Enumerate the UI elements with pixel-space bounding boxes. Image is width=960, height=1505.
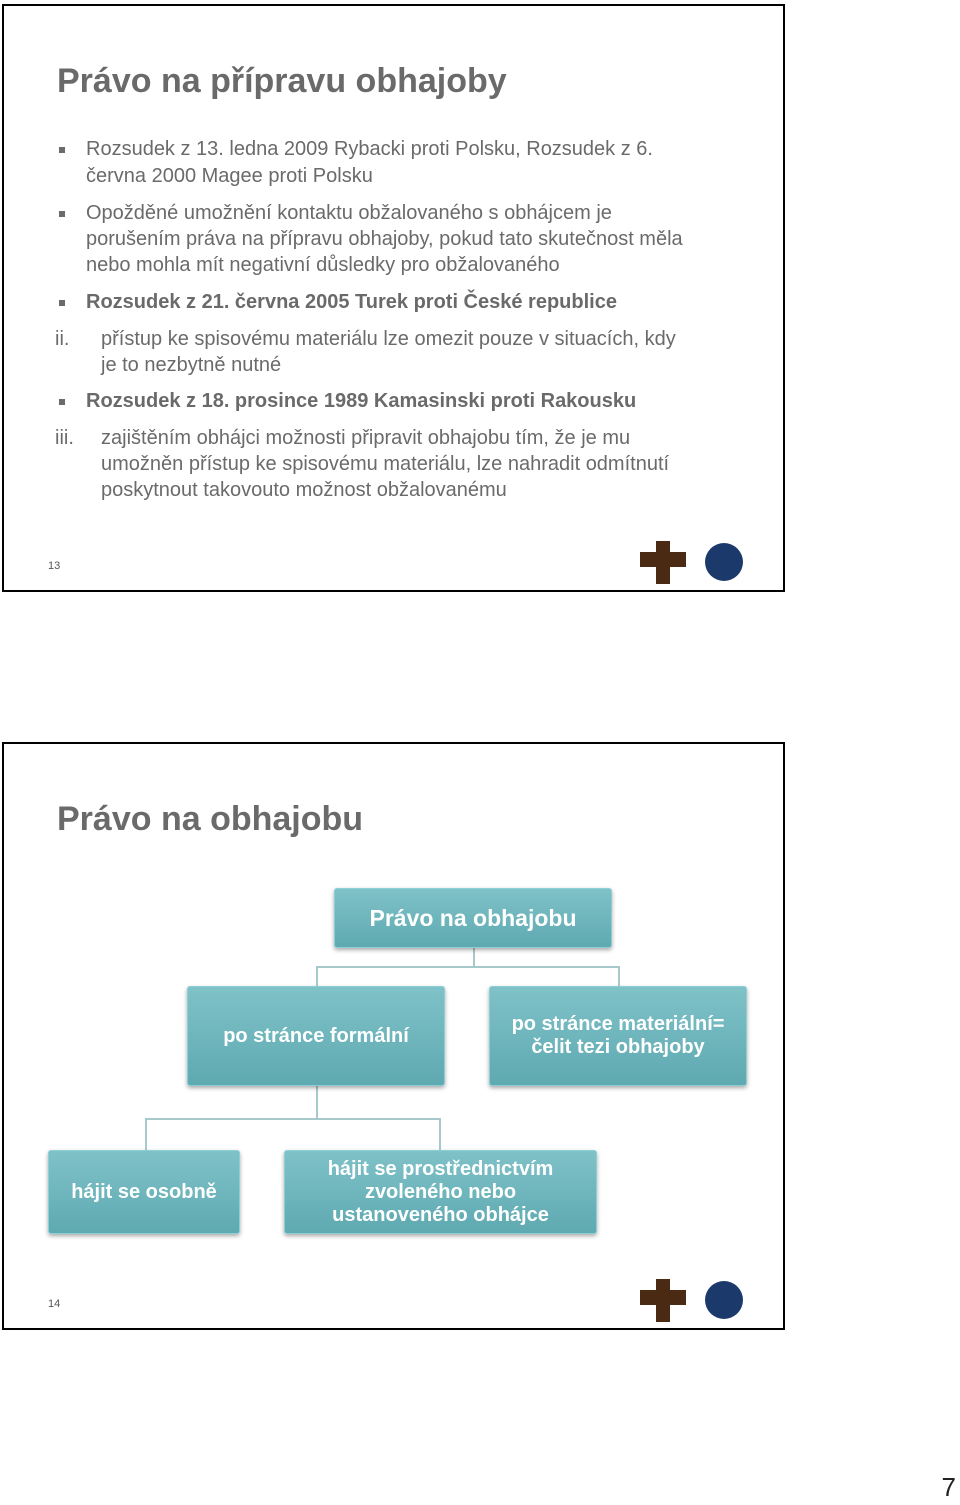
node-label: hájit se prostřednictvím (327, 1157, 554, 1180)
list-item: Rozsudek z 13. ledna 2009 Rybacki proti Polsku, Rozsudek z 6. (86, 138, 653, 160)
slide-page-number: 14 (48, 1298, 61, 1310)
list-item: zajištěním obhájci možnosti připravit obhajobu tím, že je mu (101, 427, 631, 449)
list-item: Opožděné umožnění kontaktu obžalovaného s obhájcem je (86, 202, 612, 224)
list-item-continued: nebo mohla mít negativní důsledky pro obžalovaného (86, 254, 560, 276)
slide-14 (2, 742, 785, 1330)
roman-marker: ii. (55, 328, 70, 350)
bullet-icon (59, 399, 65, 405)
cross-and-circle-logo-icon (636, 538, 746, 586)
roman-marker: iii. (55, 427, 74, 449)
list-item-continued: porušením práva na přípravu obhajoby, pokud tato skutečnost měla (86, 228, 683, 250)
diagram-node-formal (187, 986, 445, 1086)
document-page-number: 7 (941, 1472, 956, 1502)
connector-line (618, 966, 620, 986)
diagram-node-material (489, 986, 747, 1086)
node-label: Právo na obhajobu (369, 904, 577, 931)
list-item-continued: umožněn přístup ke spisovému materiálu, lze nahradit odmítnutí (101, 453, 670, 475)
node-label: po stránce formální (223, 1024, 409, 1047)
cross-and-circle-logo-icon (636, 1276, 746, 1324)
connector-line (316, 1086, 318, 1120)
connector-line (145, 1118, 147, 1150)
connector-line (145, 1118, 441, 1120)
list-item-continued: je to nezbytně nutné (101, 354, 282, 376)
bullet-icon (59, 300, 65, 306)
list-item-continued: června 2000 Magee proti Polsku (86, 165, 373, 187)
bullet-icon (59, 211, 65, 217)
connector-line (473, 948, 475, 966)
list-item-continued: poskytnout takovouto možnost obžalovanému (101, 479, 507, 501)
slide-page-number: 13 (48, 560, 61, 572)
connector-line (439, 1118, 441, 1150)
list-item: přístup ke spisovému materiálu lze omezit pouze v situacích, kdy (101, 328, 676, 350)
node-label: po stránce materiální= (511, 1013, 725, 1035)
list-item: Rozsudek z 18. prosince 1989 Kamasinski proti Rakousku (86, 390, 637, 412)
slide-13 (2, 4, 785, 592)
list-item: Rozsudek z 21. června 2005 Turek proti České republice (86, 291, 617, 313)
bullet-icon (59, 147, 65, 153)
diagram-node-counsel (284, 1150, 597, 1234)
slide-title: Právo na obhajobu (57, 800, 364, 838)
node-label: ustanoveného obhájce (332, 1203, 549, 1226)
node-label: čelit tezi obhajoby (531, 1036, 705, 1058)
diagram-node-personal (48, 1150, 240, 1234)
connector-line (316, 966, 620, 968)
diagram-root-node (334, 888, 612, 948)
node-label: zvoleného nebo (364, 1180, 517, 1203)
connector-line (316, 966, 318, 986)
slide-title: Právo na přípravu obhajoby (57, 62, 507, 100)
node-label: hájit se osobně (71, 1180, 217, 1203)
